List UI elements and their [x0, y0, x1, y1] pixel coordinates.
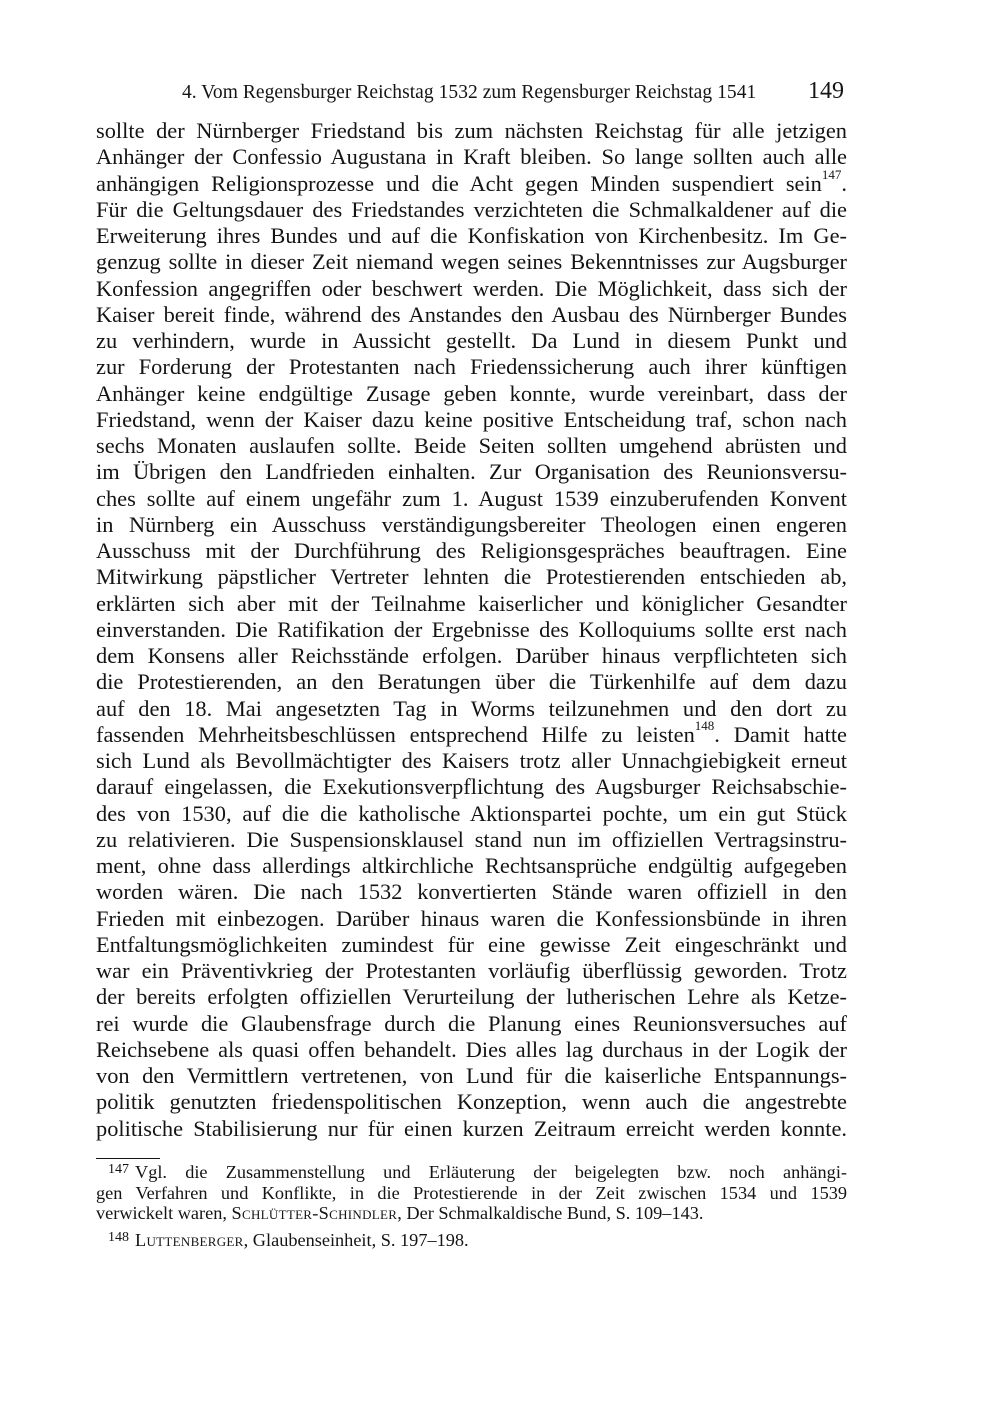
body-line: zur Forderung der Protestanten nach Friedenssicherung auch ihrer künftigen — [96, 354, 847, 380]
body-line: Entfaltungsmöglichkeiten zumindest für eine gewisse Zeit eingeschränkt und — [96, 931, 847, 957]
body-line-text: . — [841, 170, 847, 196]
body-line: darauf eingelassen, die Exekutionsverpflichtung des Augsburger Reichsabschie- — [96, 774, 847, 800]
body-line: zu verhindern, wurde in Aussicht gestellt. Da Lund in diesem Punkt und — [96, 328, 847, 353]
body-line: sechs Monaten auslaufen sollte. Beide Seiten sollten umgehend abrüsten und — [96, 433, 847, 458]
body-line: ment, ohne dass allerdings altkirchliche Rechtsansprüche endgültig aufgegeben — [96, 853, 847, 878]
body-line — [96, 167, 847, 197]
body-line: sollte der Nürnberger Friedstand bis zum nächsten Reichstag für alle jetzigen — [96, 118, 847, 143]
footnote-divider — [96, 1158, 160, 1159]
body-line: Frieden mit einbezogen. Darüber hinaus waren die Konfessionsbünde in ihren — [96, 905, 847, 931]
body-line: worden wären. Die nach 1532 konvertierten Stände waren offiziell in den — [96, 879, 847, 905]
footnotes — [96, 1162, 847, 1250]
body-line: die Protestierenden, an den Beratungen über die Türkenhilfe auf dem dazu — [96, 669, 847, 695]
body-line: Friedstand, wenn der Kaiser dazu keine positive Entscheidung traf, schon nach — [96, 406, 847, 432]
body-line: Anhänger keine endgültige Zusage geben konnte, wurde vereinbart, dass der — [96, 380, 847, 406]
footnote-author: Schlütter-Schindler — [231, 1203, 398, 1223]
body-line: einverstanden. Die Ratifikation der Ergebnisse des Kolloquiums sollte erst nach — [96, 616, 847, 642]
body-line: der bereits erfolgten offiziellen Verurteilung der lutherischen Lehre als Ketze- — [96, 984, 847, 1010]
body-line: Reichsebene als quasi offen behandelt. Dies alles lag durchaus in der Logik der — [96, 1036, 847, 1062]
footnote-line: gen Verfahren und Konflikte, in die Protestierende in der Zeit zwischen 1534 und 1539 — [96, 1182, 847, 1203]
footnote-ref-148[interactable]: 148 — [694, 718, 715, 734]
footnote-author: Luttenberger — [135, 1229, 244, 1250]
body-line: von den Vermittlern vertretenen, von Lund für die kaiserliche Entspannungs- — [96, 1063, 847, 1088]
footnote-148 — [96, 1230, 847, 1251]
body-line: im Übrigen den Landfrieden einhalten. Zur Organisation des Reunionsversu- — [96, 459, 847, 485]
body-line-text: . Damit hatte — [714, 721, 847, 747]
footnote-text: Vgl. die Zusammenstellung und Erläuterung der beigelegten bzw. noch anhängi- — [135, 1162, 847, 1182]
footnote-text: , Der Schmalkaldische Bund, S. 109–143. — [397, 1203, 704, 1223]
body-line: Konfession angegriffen oder beschwert werden. Die Möglichkeit, dass sich der — [96, 275, 847, 301]
footnote-number: 147 — [108, 1162, 129, 1177]
body-line: ches sollte auf einem ungefähr zum 1. August 1539 einzuberufenden Konvent — [96, 485, 847, 511]
body-line: des von 1530, auf die die katholische Aktionspartei pochte, um ein gut Stück — [96, 800, 847, 826]
body-line: Erweiterung ihres Bundes und auf die Konfiskation von Kirchenbesitz. Im Ge- — [96, 223, 847, 248]
body-line: rei wurde die Glaubensfrage durch die Planung eines Reunionsversuches auf — [96, 1010, 847, 1036]
body-line: sich Lund als Bevollmächtigter des Kaisers trotz aller Unnachgiebigkeit erneut — [96, 748, 847, 773]
body-line: auf den 18. Mai angesetzten Tag in Worms teilzunehmen und den dort zu — [96, 695, 847, 721]
running-head — [96, 78, 846, 108]
body-line-text: anhängigen Religionsprozesse und die Acht gegen Minden suspendiert sein — [96, 170, 822, 196]
body-line: in Nürnberg ein Ausschuss verständigungsbereiter Theologen einen engeren — [96, 511, 847, 537]
footnote-number: 148 — [108, 1229, 129, 1245]
page-number: 149 — [808, 78, 844, 104]
body-line: Ausschuss mit der Durchführung des Religionsgespräches beauftragen. Eine — [96, 538, 847, 563]
body-line-text: fassenden Mehrheitsbeschlüssen entsprechend Hilfe zu leisten — [96, 721, 695, 747]
footnote-147 — [96, 1162, 847, 1183]
body-line: war ein Präventivkrieg der Protestanten vorläufig überflüssig geworden. Trotz — [96, 958, 847, 983]
footnote-line — [96, 1203, 847, 1224]
body-line: zu relativieren. Die Suspensionsklausel stand nun im offiziellen Vertragsinstru- — [96, 826, 847, 852]
body-text — [96, 118, 847, 1142]
body-line: Anhänger der Confessio Augustana in Kraft bleiben. So lange sollten auch alle — [96, 144, 847, 170]
body-line — [96, 718, 847, 748]
body-line: Für die Geltungsdauer des Friedstandes verzichteten die Schmalkaldener auf die — [96, 196, 847, 222]
body-line: genzug sollte in dieser Zeit niemand wegen seines Bekenntnisses zur Augsburger — [96, 249, 847, 275]
body-line: Kaiser bereit finde, während des Anstandes den Ausbau des Nürnberger Bundes — [96, 301, 847, 327]
footnote-ref-147[interactable]: 147 — [821, 167, 842, 183]
footnote-text: , Glaubenseinheit, S. 197–198. — [243, 1229, 469, 1250]
footnote-text: verwickelt waren, — [96, 1203, 227, 1223]
body-line: erklärten sich aber mit der Teilnahme kaiserlicher und königlicher Gesandter — [96, 590, 847, 616]
running-title: 4. Vom Regensburger Reichstag 1532 zum Regensburger Reichstag 1541 — [182, 82, 757, 103]
body-line: politische Stabilisierung nur für einen kurzen Zeitraum erreicht werden konnte. — [96, 1115, 847, 1141]
body-line: politik genutzten friedenspolitischen Konzeption, wenn auch die angestrebte — [96, 1089, 847, 1115]
body-line: Mitwirkung päpstlicher Vertreter lehnten die Protestierenden entschieden ab, — [96, 564, 847, 590]
body-line: dem Konsens aller Reichsstände erfolgen. Darüber hinaus verpflichteten sich — [96, 643, 847, 668]
